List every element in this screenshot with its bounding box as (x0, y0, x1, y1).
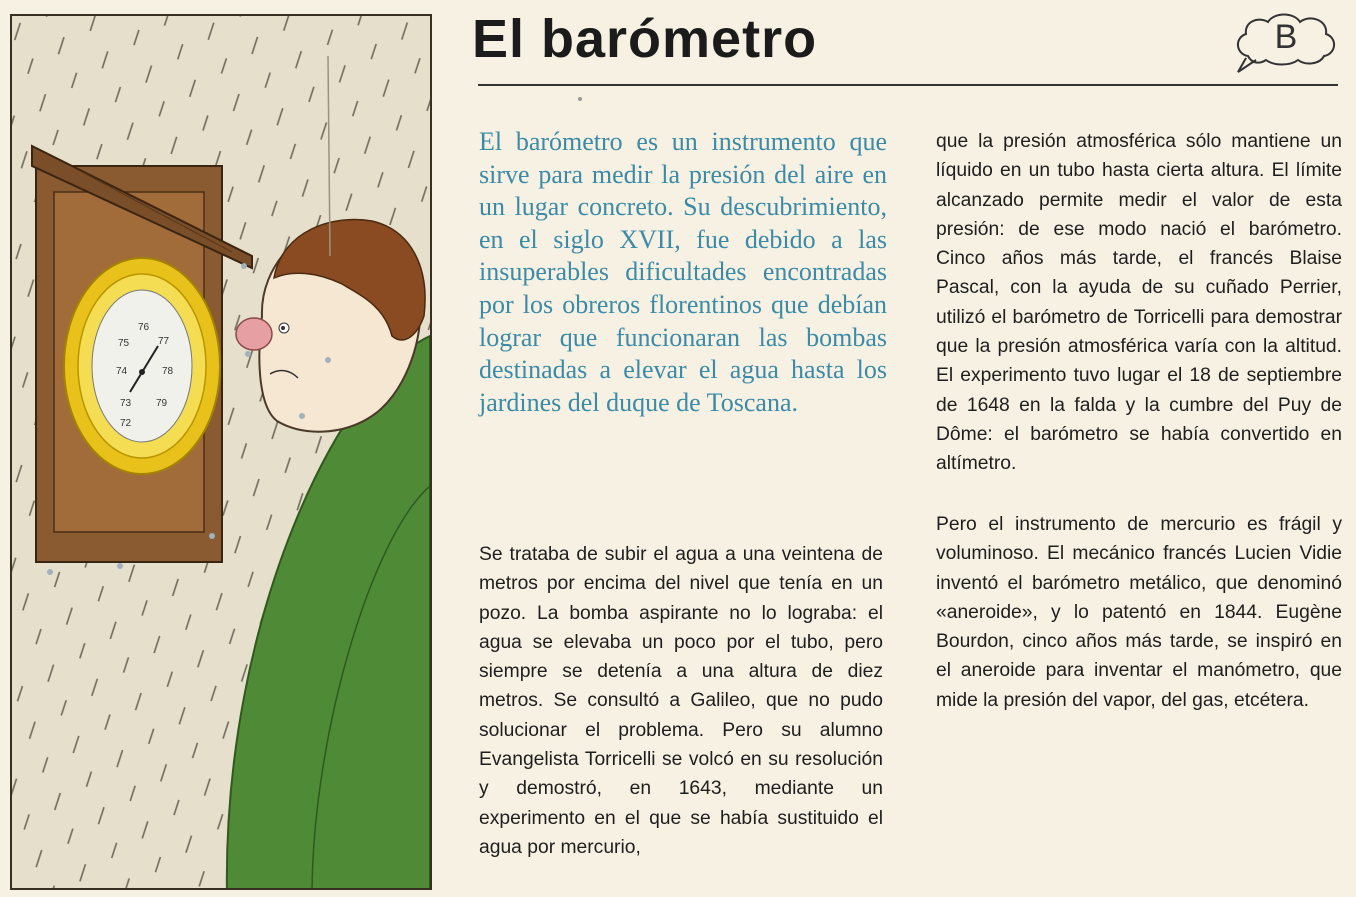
dial-tick-74: 74 (116, 366, 128, 377)
column1-paragraph: Se trataba de subir el agua a una veintena de metros por encima del nivel que tenía en un pozo. La bomba aspirante no lo lograba: el agua se elevaba un poco por el tubo, pero siempre se detenía a una altura de diez metros. Se consultó a Galileo, que no pudo solucionar el problema. Pero su alumno Evangelista Torricelli se volcó en su resolución y demostró, en 1643, mediante un experimento en el que se había sustituido el agua por mercurio, (479, 544, 883, 858)
dial-tick-77: 77 (158, 336, 170, 347)
illustration (10, 14, 432, 890)
speck (578, 97, 582, 101)
intro-text-end: , fue debido a las insuperables dificultades encontradas por los obreros florentinos que debían lograr que funcionaran las bombas destinadas a elevar el agua hasta los jardines del duque de Toscana. (479, 224, 887, 417)
dial-tick-76: 76 (138, 322, 150, 333)
intro-century: XVII (619, 224, 675, 254)
barometer-rain-illustration (12, 16, 430, 888)
intro-paragraph (479, 126, 887, 419)
column2-paragraph-2: Pero el instrumento de mercurio es frágil y voluminoso. El mecánico francés Lucien Vidie inventó el barómetro metálico, que denominó «aneroide», y lo patentó en 1844. Eugène Bourdon, cinco años más tarde, se inspiró en el aneroide para inventar el manómetro, que mide la presión del vapor, del gas, etcétera. (936, 514, 1342, 711)
page-title: El barómetro (472, 9, 818, 69)
barometer-dial (64, 258, 220, 474)
dial-tick-72: 72 (120, 418, 132, 429)
column2-paragraph-1: que la presión atmosférica sólo mantiene un líquido en un tubo hasta cierta altura. El límite alcanzado permite medir el valor de esta presión: de ese modo nació el barómetro. Cinco años más tarde, el francés Blaise Pascal, con la ayuda de su cuñado Perrier, utilizó el barómetro de Torricelli para demostrar que la presión atmosférica varía con la altitud. El experimento tuvo lugar el 18 de septiembre de 1648 en la falda y la cumbre del Puy de Dôme: el barómetro se había convertido en altímetro. (936, 131, 1342, 475)
title-divider (478, 84, 1338, 86)
badge-letter: B (1274, 18, 1298, 56)
dial-tick-79: 79 (156, 398, 168, 409)
dial-tick-78: 78 (162, 366, 174, 377)
dial-tick-75: 75 (118, 338, 130, 349)
dial-tick-73: 73 (120, 398, 132, 409)
intro-text-start: El barómetro es un instrumento que sirve para medir la presión del aire en un lugar concreto. Su descubrimiento, en el siglo (479, 127, 887, 254)
section-badge (1232, 8, 1340, 76)
